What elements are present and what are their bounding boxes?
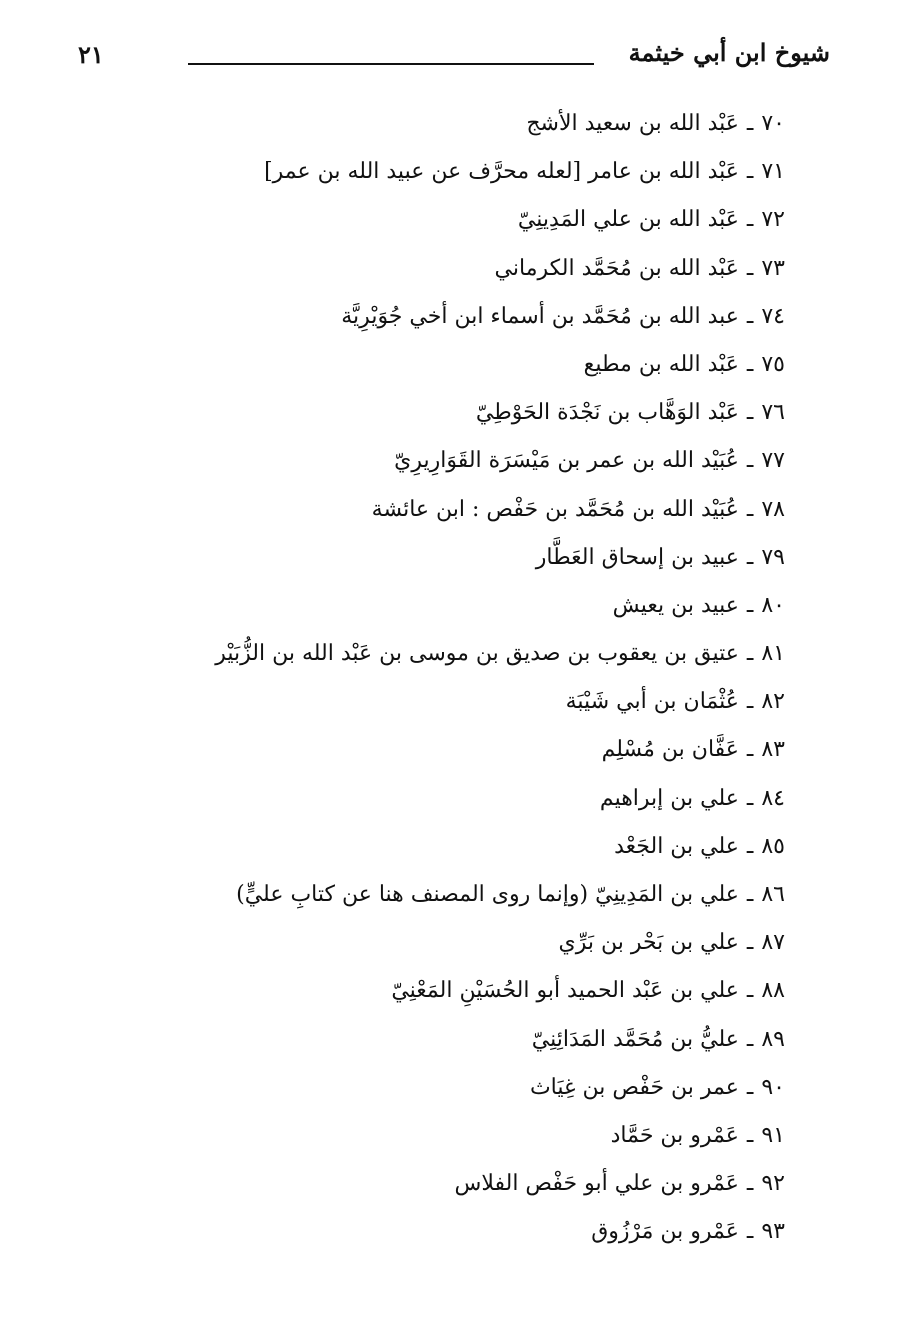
entry-name: علي بن عَبْد الحميد أبو الحُسَيْنِ المَعْنِيّ <box>391 978 739 1004</box>
list-item <box>145 779 785 827</box>
entry-separator: ـ <box>746 496 754 522</box>
list-item <box>145 971 785 1019</box>
narrators-list <box>145 104 785 1261</box>
entry-separator: ـ <box>746 978 754 1004</box>
entry-name: عمر بن حَفْص بن غِيَاث <box>529 1074 739 1100</box>
entry-name: عَبْد الله بن عامر [لعله محرَّف عن عبيد الله بن عمر] <box>264 159 739 185</box>
entry-name: علي بن إبراهيم <box>599 785 739 811</box>
entry-name: عَبْد الله بن سعيد الأشج <box>526 111 739 136</box>
entry-separator: ـ <box>746 1122 754 1148</box>
list-item <box>145 827 785 875</box>
list-item <box>145 875 785 923</box>
entry-name: عبيد بن إسحاق العَطَّار <box>535 544 739 570</box>
entry-name: علي بن المَدِينِيّ (وإنما روى المصنف هنا عن كتابِ عليٍّ) <box>236 882 739 907</box>
entry-name: علي بن الجَعْد <box>614 833 739 859</box>
entry-name: عُبَيْد الله بن مُحَمَّد بن حَفْص : ابن عائشة <box>371 496 739 522</box>
entry-name: عَمْرو بن علي أبو حَفْص الفلاس <box>454 1171 739 1197</box>
entry-number: ٨٦ <box>761 882 785 907</box>
entry-name: عَمْرو بن حَمَّاد <box>610 1122 739 1148</box>
entry-name: علي بن بَحْر بن بَرِّي <box>558 930 739 956</box>
entry-name: عُبَيْد الله بن عمر بن مَيْسَرَة القَوَارِيرِيّ <box>394 448 739 474</box>
entry-name: عَبْد الله بن علي المَدِينِيّ <box>517 207 739 233</box>
header-rule <box>188 63 594 65</box>
entry-name: عَبْد الوَهَّاب بن نَجْدَة الحَوْطِيّ <box>475 400 739 426</box>
list-item <box>145 200 785 248</box>
list-item <box>145 490 785 538</box>
list-item <box>145 441 785 489</box>
entry-number: ٧٥ <box>761 351 785 377</box>
list-item <box>145 1020 785 1068</box>
page-number: ٢١ <box>78 40 104 69</box>
entry-number: ٨٨ <box>761 978 785 1004</box>
entry-separator: ـ <box>746 544 754 570</box>
entry-number: ٧٧ <box>761 448 785 474</box>
list-item <box>145 152 785 200</box>
entry-name: عَبْد الله بن مُحَمَّد الكرماني <box>494 255 739 281</box>
entry-number: ٧٢ <box>761 207 785 233</box>
entry-separator: ـ <box>746 689 754 715</box>
entry-separator: ـ <box>746 1171 754 1197</box>
entry-separator: ـ <box>746 351 754 377</box>
entry-separator: ـ <box>746 930 754 956</box>
entry-number: ٨٩ <box>761 1026 785 1052</box>
list-item <box>145 1164 785 1212</box>
entry-number: ٨١ <box>761 641 785 667</box>
entry-name: عليُّ بن مُحَمَّد المَدَائِنِيّ <box>531 1026 739 1052</box>
entry-name: عُثْمَان بن أبي شَيْبَة <box>565 689 739 715</box>
entry-separator: ـ <box>746 111 754 136</box>
entry-number: ٨٢ <box>761 689 785 715</box>
list-item <box>145 730 785 778</box>
list-item <box>145 923 785 971</box>
entry-number: ٩٣ <box>761 1219 785 1245</box>
entry-name: عبد الله بن مُحَمَّد بن أسماء ابن أخي جُوَيْرِيَّة <box>341 303 739 329</box>
entry-separator: ـ <box>746 159 754 185</box>
list-item <box>145 104 785 152</box>
entry-separator: ـ <box>746 592 754 618</box>
entry-separator: ـ <box>746 641 754 667</box>
entry-separator: ـ <box>746 833 754 859</box>
entry-number: ٨٤ <box>761 785 785 811</box>
page-header <box>70 38 830 78</box>
entry-number: ٧١ <box>761 159 785 185</box>
entry-number: ٩١ <box>761 1122 785 1148</box>
entry-separator: ـ <box>746 1026 754 1052</box>
entry-name: عبيد بن يعيش <box>612 592 739 618</box>
entry-number: ٨٣ <box>761 737 785 763</box>
entry-name: عَمْرو بن مَرْزُوق <box>591 1219 739 1245</box>
entry-number: ٧٣ <box>761 255 785 281</box>
list-item <box>145 249 785 297</box>
list-item <box>145 345 785 393</box>
entry-number: ٧٨ <box>761 496 785 522</box>
entry-separator: ـ <box>746 1074 754 1100</box>
entry-number: ٩٢ <box>761 1171 785 1197</box>
entry-separator: ـ <box>746 400 754 426</box>
entry-separator: ـ <box>746 303 754 329</box>
running-title: شيوخ ابن أبي خيثمة <box>628 38 830 67</box>
list-item <box>145 393 785 441</box>
entry-name: عَبْد الله بن مطيع <box>583 351 739 377</box>
list-item <box>145 1116 785 1164</box>
list-item <box>145 297 785 345</box>
entry-number: ٧٩ <box>761 544 785 570</box>
entry-separator: ـ <box>746 1219 754 1245</box>
entry-separator: ـ <box>746 737 754 763</box>
entry-separator: ـ <box>746 255 754 281</box>
entry-number: ٧٤ <box>761 303 785 329</box>
entry-separator: ـ <box>746 882 754 907</box>
list-item <box>145 586 785 634</box>
list-item <box>145 538 785 586</box>
entry-number: ٨٥ <box>761 833 785 859</box>
entry-number: ٧٠ <box>761 111 785 136</box>
entry-number: ٨٠ <box>761 592 785 618</box>
entry-separator: ـ <box>746 785 754 811</box>
entry-separator: ـ <box>746 448 754 474</box>
entry-name: عَفَّان بن مُسْلِم <box>601 737 739 763</box>
list-item <box>145 1212 785 1260</box>
entry-name: عتيق بن يعقوب بن صديق بن موسى بن عَبْد الله بن الزُّبَيْر <box>215 641 739 667</box>
entry-number: ٨٧ <box>761 930 785 956</box>
list-item <box>145 634 785 682</box>
entry-number: ٩٠ <box>761 1074 785 1100</box>
list-item <box>145 1068 785 1116</box>
entry-number: ٧٦ <box>761 400 785 426</box>
entry-separator: ـ <box>746 207 754 233</box>
list-item <box>145 682 785 730</box>
